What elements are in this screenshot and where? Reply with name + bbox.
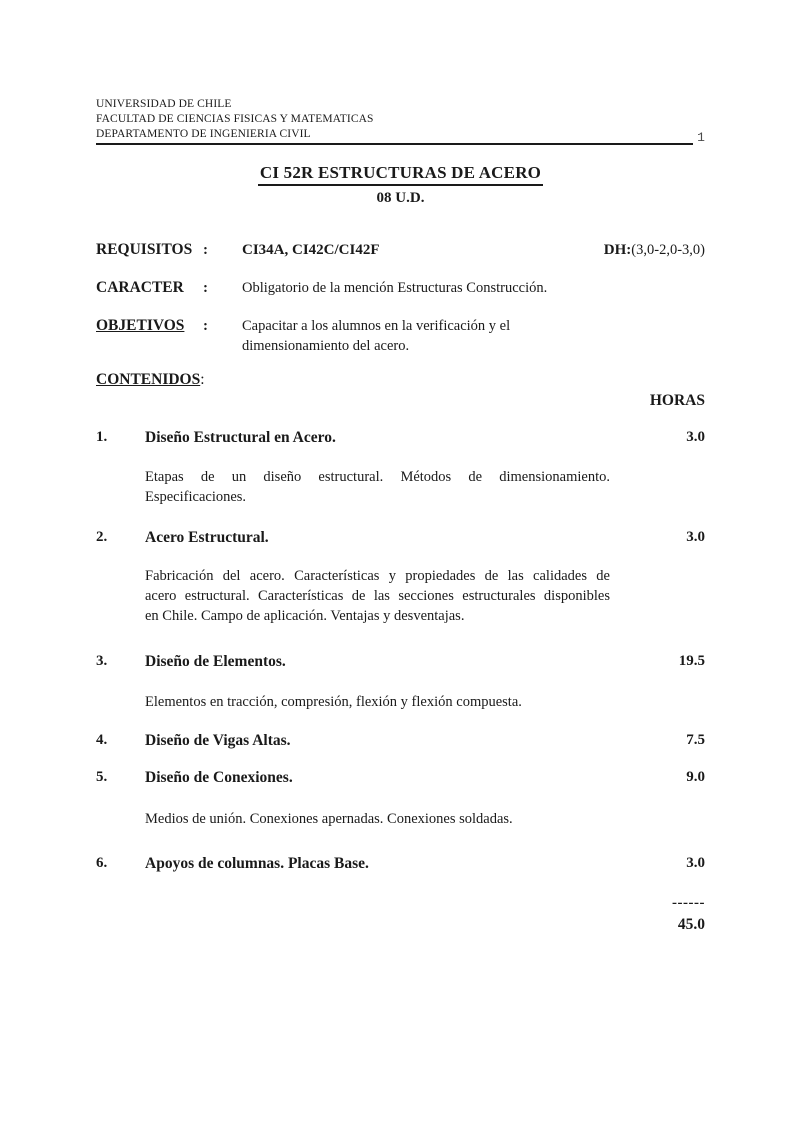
item-number: 5. bbox=[96, 769, 108, 785]
requisitos-colon: : bbox=[203, 242, 208, 258]
requisitos-value: CI34A, CI42C/CI42F bbox=[242, 242, 380, 258]
dh-value: (3,0-2,0-3,0) bbox=[631, 242, 705, 258]
item-title: Diseño de Vigas Altas. bbox=[145, 732, 291, 749]
course-title: CI 52R ESTRUCTURAS DE ACERO bbox=[258, 163, 543, 186]
total-separator: ------ bbox=[672, 895, 705, 911]
hours-column-header: HORAS bbox=[649, 392, 705, 409]
dh-label: DH: bbox=[603, 242, 632, 258]
objetivos-label: OBJETIVOS bbox=[96, 317, 185, 334]
objetivos-value bbox=[242, 316, 705, 356]
objetivos-row bbox=[96, 316, 705, 356]
item-2-description bbox=[145, 566, 610, 626]
caracter-row bbox=[96, 278, 705, 298]
objetivos-line-1: Capacitar a los alumnos en la verificación y el bbox=[242, 318, 511, 334]
item-hours: 3.0 bbox=[686, 529, 705, 545]
page-number: 1 bbox=[697, 130, 705, 145]
item-number: 1. bbox=[96, 429, 108, 445]
faculty-name: FACULTAD DE CIENCIAS FISICAS Y MATEMATICAS bbox=[96, 113, 374, 125]
caracter-label: CARACTER bbox=[96, 279, 184, 296]
item-title: Diseño de Conexiones. bbox=[145, 769, 293, 786]
contents-heading-colon: : bbox=[200, 371, 205, 388]
requisitos-label: REQUISITOS bbox=[96, 241, 193, 258]
item-hours: 19.5 bbox=[678, 653, 705, 669]
total-hours: 45.0 bbox=[677, 916, 705, 933]
description-line: Etapas de un diseño estructural. Métodos de dimensionamiento. bbox=[145, 469, 610, 485]
description-line: Especificaciones. bbox=[145, 489, 247, 505]
description-line: en Chile. Campo de aplicación. Ventajas y desventajas. bbox=[145, 608, 465, 624]
document-header bbox=[96, 97, 705, 145]
item-title: Diseño Estructural en Acero. bbox=[145, 429, 336, 446]
item-number: 2. bbox=[96, 529, 108, 545]
description-line: acero estructural. Características de las secciones estructurales disponibles bbox=[145, 588, 610, 604]
description-line: Medios de unión. Conexiones apernadas. Conexiones soldadas. bbox=[145, 811, 513, 827]
item-title: Acero Estructural. bbox=[145, 529, 269, 546]
weekly-hours-distribution bbox=[604, 240, 705, 260]
item-3-description bbox=[145, 692, 610, 712]
requisitos-row bbox=[96, 240, 705, 260]
item-title: Apoyos de columnas. Placas Base. bbox=[145, 855, 369, 872]
content-item-1 bbox=[96, 428, 705, 447]
content-item-5 bbox=[96, 768, 705, 787]
objetivos-line-2: dimensionamiento del acero. bbox=[242, 338, 410, 354]
item-1-description bbox=[145, 467, 610, 507]
item-hours: 3.0 bbox=[686, 855, 705, 871]
university-name: UNIVERSIDAD DE CHILE bbox=[96, 98, 232, 110]
item-number: 6. bbox=[96, 855, 108, 871]
caracter-colon: : bbox=[203, 280, 208, 296]
objetivos-colon: : bbox=[203, 318, 208, 334]
caracter-value: Obligatorio de la mención Estructuras Construcción. bbox=[242, 280, 548, 296]
item-hours: 3.0 bbox=[686, 429, 705, 445]
course-units: 08 U.D. bbox=[376, 190, 425, 206]
content-item-6 bbox=[96, 854, 705, 873]
description-line: Fabricación del acero. Características y propiedades de las calidades de bbox=[145, 568, 610, 584]
content-item-2 bbox=[96, 528, 705, 547]
department-name: DEPARTAMENTO DE INGENIERIA CIVIL bbox=[96, 127, 693, 145]
description-line: Elementos en tracción, compresión, flexión y flexión compuesta. bbox=[145, 694, 522, 710]
title-block bbox=[96, 163, 705, 208]
contents-heading-word: CONTENIDOS bbox=[96, 371, 201, 388]
item-hours: 7.5 bbox=[686, 732, 705, 748]
item-number: 3. bbox=[96, 653, 108, 669]
item-title: Diseño de Elementos. bbox=[145, 653, 286, 670]
contents-heading bbox=[96, 370, 705, 389]
item-number: 4. bbox=[96, 732, 108, 748]
item-hours: 9.0 bbox=[686, 769, 705, 785]
item-5-description bbox=[145, 809, 610, 829]
content-item-4 bbox=[96, 731, 705, 750]
content-item-3 bbox=[96, 652, 705, 671]
